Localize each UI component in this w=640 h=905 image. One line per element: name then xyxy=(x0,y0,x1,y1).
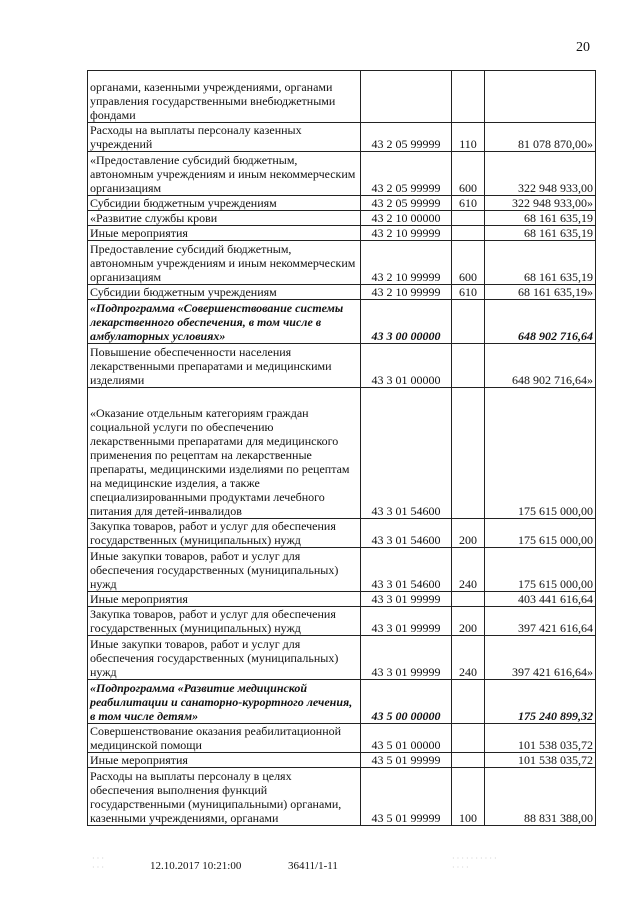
row-type-cell xyxy=(452,344,485,388)
table-row xyxy=(88,724,596,753)
row-sum-cell: 397 421 616,64 xyxy=(485,607,596,636)
row-code-cell: 43 3 01 99999 xyxy=(361,607,452,636)
table-row xyxy=(88,680,596,724)
table-row xyxy=(88,300,596,344)
row-type-cell: 100 xyxy=(452,768,485,826)
table-row xyxy=(88,636,596,680)
row-type-cell xyxy=(452,300,485,344)
row-code-cell: 43 2 05 99999 xyxy=(361,196,452,211)
row-code-cell: 43 5 00 00000 xyxy=(361,680,452,724)
row-name-cell: «Подпрограмма «Совершенствование системы лекарственного обеспечения, в том числе в амбулаторных условиях» xyxy=(88,300,361,344)
row-code-cell: 43 2 10 99999 xyxy=(361,285,452,300)
row-type-cell xyxy=(452,753,485,768)
table-row xyxy=(88,388,596,519)
row-type-cell: 200 xyxy=(452,519,485,548)
row-type-cell: 240 xyxy=(452,548,485,592)
table-row xyxy=(88,226,596,241)
row-code-cell: 43 5 01 99999 xyxy=(361,768,452,826)
row-sum-cell: 68 161 635,19» xyxy=(485,285,596,300)
row-sum-cell: 648 902 716,64 xyxy=(485,300,596,344)
table-row xyxy=(88,211,596,226)
row-code-cell: 43 3 01 99999 xyxy=(361,636,452,680)
faded-stamp-right: · · · · · · · · · · · · · · xyxy=(452,854,497,872)
row-sum-cell: 648 902 716,64» xyxy=(485,344,596,388)
row-name-cell: «Подпрограмма «Развитие медицинской реабилитации и санаторно-курортного лечения, в том числе детям» xyxy=(88,680,361,724)
row-sum-cell: 397 421 616,64» xyxy=(485,636,596,680)
row-type-cell: 610 xyxy=(452,196,485,211)
row-type-cell: 600 xyxy=(452,152,485,196)
row-sum-cell: 322 948 933,00» xyxy=(485,196,596,211)
table-row xyxy=(88,241,596,285)
row-code-cell: 43 2 05 99999 xyxy=(361,123,452,152)
row-name-cell: органами, казенными учреждениями, органами управления государственными внебюджетными фондами xyxy=(88,71,361,123)
table-row xyxy=(88,196,596,211)
budget-table xyxy=(87,70,596,826)
row-code-cell: 43 3 01 99999 xyxy=(361,592,452,607)
row-type-cell: 600 xyxy=(452,241,485,285)
row-code-cell: 43 2 05 99999 xyxy=(361,152,452,196)
budget-table-body xyxy=(88,71,596,826)
table-row xyxy=(88,344,596,388)
table-row xyxy=(88,753,596,768)
row-sum-cell: 101 538 035,72 xyxy=(485,724,596,753)
footer-doc-number: 36411/1-11 xyxy=(288,860,338,872)
table-row xyxy=(88,285,596,300)
row-code-cell: 43 2 10 99999 xyxy=(361,241,452,285)
row-type-cell xyxy=(452,680,485,724)
row-sum-cell xyxy=(485,71,596,123)
row-sum-cell: 81 078 870,00» xyxy=(485,123,596,152)
row-name-cell: Совершенствование оказания реабилитационной медицинской помощи xyxy=(88,724,361,753)
row-name-cell: Расходы на выплаты персоналу казенных учреждений xyxy=(88,123,361,152)
row-sum-cell: 175 615 000,00 xyxy=(485,519,596,548)
row-name-cell: Повышение обеспеченности населения лекарственными препаратами и медицинскими изделиями xyxy=(88,344,361,388)
row-type-cell xyxy=(452,226,485,241)
row-sum-cell: 68 161 635,19 xyxy=(485,241,596,285)
row-name-cell: Иные закупки товаров, работ и услуг для обеспечения государственных (муниципальных) нужд xyxy=(88,636,361,680)
row-name-cell: «Предоставление субсидий бюджетным, автономным учреждениям и иным некоммерческим организациям xyxy=(88,152,361,196)
table-row xyxy=(88,592,596,607)
row-sum-cell: 322 948 933,00 xyxy=(485,152,596,196)
row-sum-cell: 403 441 616,64 xyxy=(485,592,596,607)
row-name-cell: Иные мероприятия xyxy=(88,592,361,607)
row-sum-cell: 88 831 388,00 xyxy=(485,768,596,826)
table-row xyxy=(88,71,596,123)
row-code-cell: 43 2 10 99999 xyxy=(361,226,452,241)
row-sum-cell: 68 161 635,19 xyxy=(485,226,596,241)
row-type-cell xyxy=(452,211,485,226)
table-row xyxy=(88,519,596,548)
row-code-cell: 43 5 01 99999 xyxy=(361,753,452,768)
row-code-cell: 43 3 01 00000 xyxy=(361,344,452,388)
row-code-cell: 43 5 01 00000 xyxy=(361,724,452,753)
row-type-cell: 110 xyxy=(452,123,485,152)
row-sum-cell: 175 615 000,00 xyxy=(485,548,596,592)
row-sum-cell: 175 240 899,32 xyxy=(485,680,596,724)
row-code-cell xyxy=(361,71,452,123)
row-name-cell: Иные закупки товаров, работ и услуг для обеспечения государственных (муниципальных) нужд xyxy=(88,548,361,592)
row-type-cell xyxy=(452,71,485,123)
row-code-cell: 43 3 01 54600 xyxy=(361,548,452,592)
row-name-cell: Иные мероприятия xyxy=(88,226,361,241)
row-type-cell: 240 xyxy=(452,636,485,680)
row-code-cell: 43 3 00 00000 xyxy=(361,300,452,344)
row-name-cell: Предоставление субсидий бюджетным, автономным учреждениям и иным некоммерческим организациям xyxy=(88,241,361,285)
row-sum-cell: 101 538 035,72 xyxy=(485,753,596,768)
page-number: 20 xyxy=(576,40,590,55)
row-sum-cell: 68 161 635,19 xyxy=(485,211,596,226)
table-row xyxy=(88,768,596,826)
row-code-cell: 43 3 01 54600 xyxy=(361,388,452,519)
row-name-cell: «Развитие службы крови xyxy=(88,211,361,226)
row-name-cell: Иные мероприятия xyxy=(88,753,361,768)
row-type-cell xyxy=(452,388,485,519)
row-name-cell: Субсидии бюджетным учреждениям xyxy=(88,196,361,211)
table-row xyxy=(88,123,596,152)
table-row xyxy=(88,152,596,196)
row-name-cell: Закупка товаров, работ и услуг для обеспечения государственных (муниципальных) нужд xyxy=(88,519,361,548)
row-name-cell: Расходы на выплаты персоналу в целях обеспечения выполнения функций государственными (муниципальными) органами, казенными учреждениями, органами xyxy=(88,768,361,826)
row-type-cell: 610 xyxy=(452,285,485,300)
row-name-cell: «Оказание отдельным категориям граждан социальной услуги по обеспечению лекарственными препаратами для медицинского применения по рецептам на лекарственные препараты, медицинскими изделиями по рецептам на медицинские изделия, а также специализированными продуктами лечебного питания для детей-инвалидов xyxy=(88,388,361,519)
table-row xyxy=(88,607,596,636)
row-type-cell xyxy=(452,592,485,607)
row-type-cell xyxy=(452,724,485,753)
faded-stamp-left: · · · · · · xyxy=(92,854,104,872)
row-name-cell: Закупка товаров, работ и услуг для обеспечения государственных (муниципальных) нужд xyxy=(88,607,361,636)
row-code-cell: 43 3 01 54600 xyxy=(361,519,452,548)
row-name-cell: Субсидии бюджетным учреждениям xyxy=(88,285,361,300)
row-code-cell: 43 2 10 00000 xyxy=(361,211,452,226)
row-sum-cell: 175 615 000,00 xyxy=(485,388,596,519)
footer-date: 12.10.2017 10:21:00 xyxy=(150,860,242,872)
table-row xyxy=(88,548,596,592)
row-type-cell: 200 xyxy=(452,607,485,636)
